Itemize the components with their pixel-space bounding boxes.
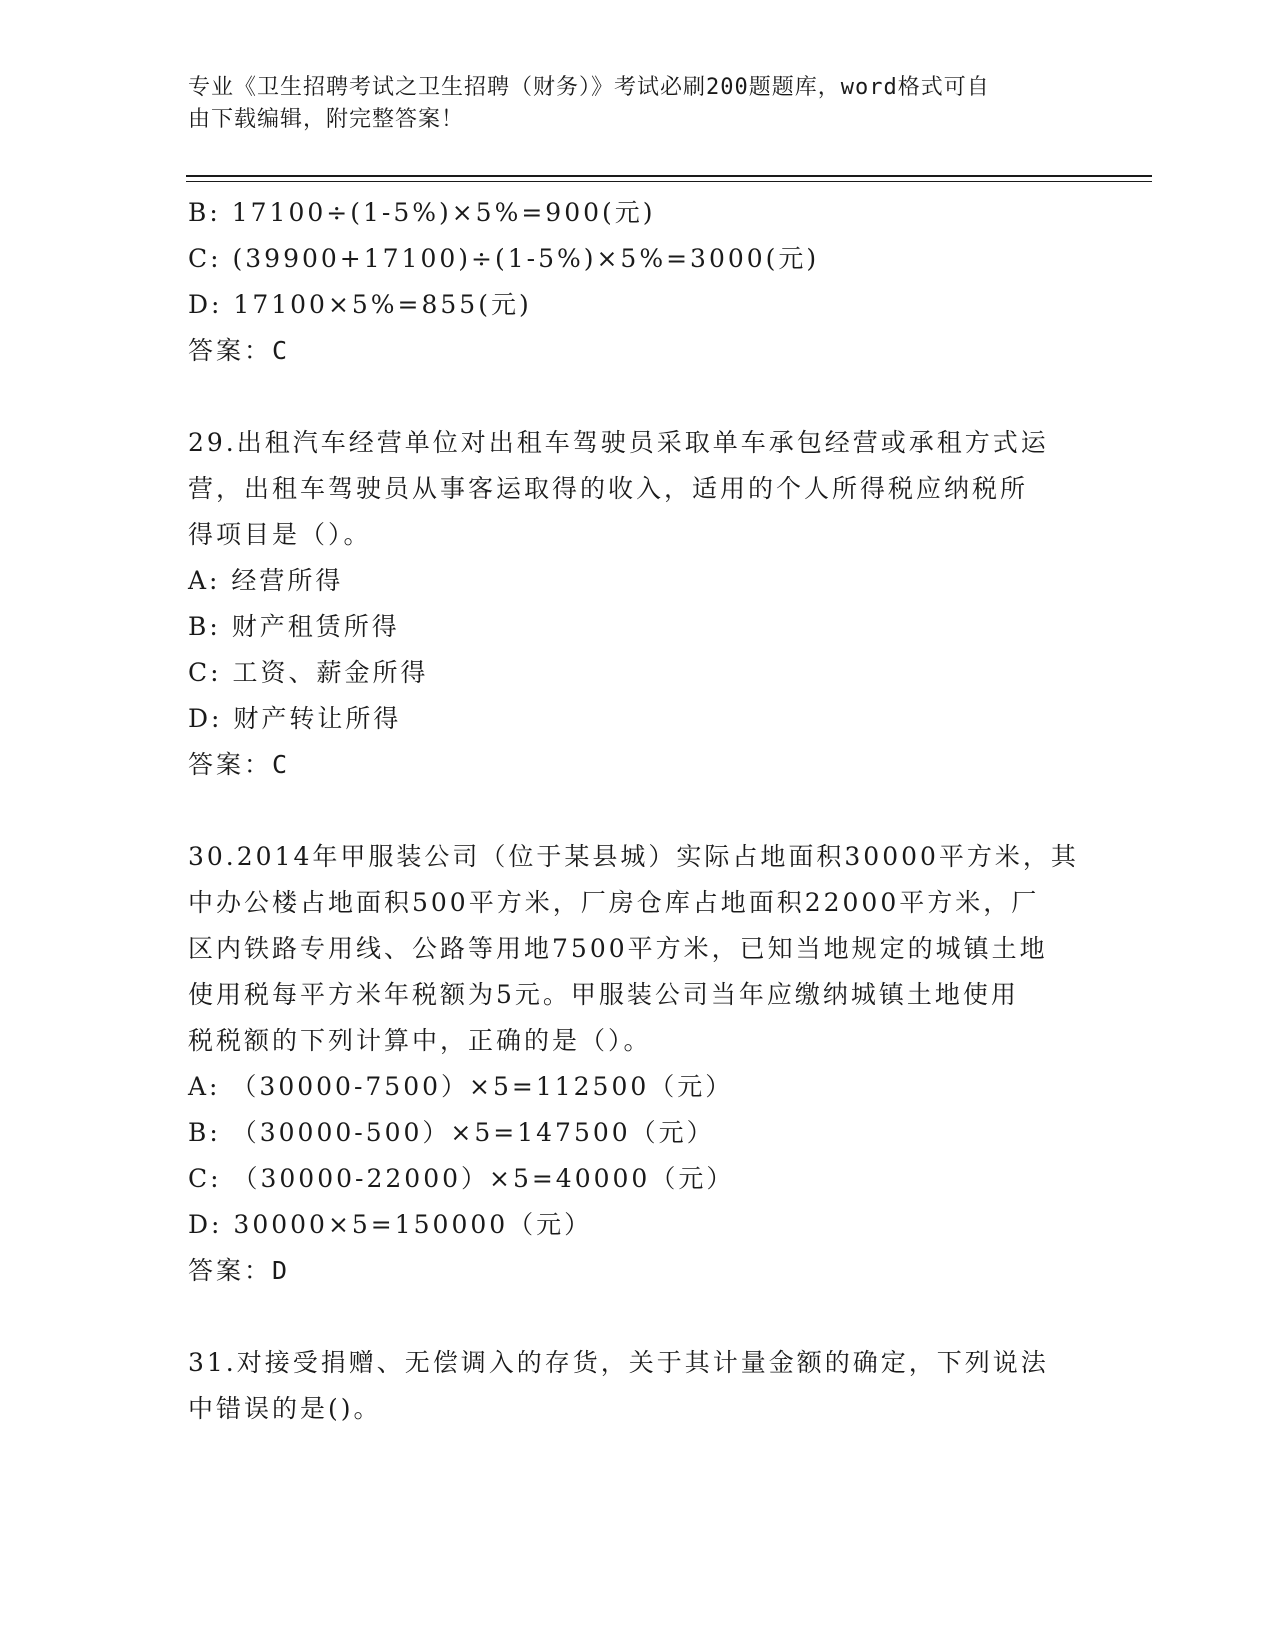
q30-stem-line-5: 税税额的下列计算中，正确的是（）。 [188, 1026, 652, 1055]
document-header [188, 72, 1068, 136]
q30-option-c: C: （30000-22000）×5=40000（元） [188, 1164, 735, 1193]
q29-stem-line-2: 营，出租车驾驶员从事客运取得的收入，适用的个人所得税应纳税所 [188, 474, 1029, 503]
spacer [188, 788, 1088, 834]
question-content [188, 190, 1088, 1432]
q31-stem-line-2: 中错误的是()。 [188, 1394, 382, 1423]
q29-answer: 答案：C [188, 750, 291, 779]
q29-stem-line-3: 得项目是（）。 [188, 520, 372, 549]
q30-stem-line-3: 区内铁路专用线、公路等用地7500平方米，已知当地规定的城镇土地 [188, 934, 1048, 963]
spacer [188, 1294, 1088, 1340]
header-divider-thick [186, 175, 1152, 177]
header-line-1: 专业《卫生招聘考试之卫生招聘（财务）》考试必刷200题题库，word格式可自 [188, 75, 990, 100]
header-divider-thin [186, 181, 1152, 182]
q30-option-d: D: 30000×5=150000（元） [188, 1210, 593, 1239]
question-31 [188, 1340, 1088, 1432]
q29-option-c: C: 工资、薪金所得 [188, 658, 429, 687]
q28-option-d: D: 17100×5%=855(元) [188, 290, 532, 319]
question-30 [188, 834, 1088, 1294]
q28-answer: 答案：C [188, 336, 291, 365]
q30-option-a: A: （30000-7500）×5=112500（元） [188, 1072, 734, 1101]
q28-option-b: B: 17100÷(1-5%)×5%=900(元) [188, 198, 656, 227]
q29-option-d: D: 财产转让所得 [188, 704, 402, 733]
q30-stem-line-1: 30.2014年甲服装公司（位于某县城）实际占地面积30000平方米，其 [188, 842, 1079, 871]
spacer [188, 374, 1088, 420]
q30-answer: 答案：D [188, 1256, 291, 1285]
header-line-2: 由下载编辑，附完整答案！ [188, 107, 465, 132]
q29-stem-line-1: 29.出租汽车经营单位对出租车驾驶员采取单车承包经营或承租方式运 [188, 428, 1049, 457]
q30-option-b: B: （30000-500）×5=147500（元） [188, 1118, 715, 1147]
q29-option-b: B: 财产租赁所得 [188, 612, 400, 641]
q29-option-a: A: 经营所得 [188, 566, 344, 595]
q31-stem-line-1: 31.对接受捐赠、无偿调入的存货，关于其计量金额的确定，下列说法 [188, 1348, 1049, 1377]
q28-option-c: C: (39900+17100)÷(1-5%)×5%=3000(元) [188, 244, 820, 273]
question-29 [188, 420, 1088, 788]
q30-stem-line-2: 中办公楼占地面积500平方米，厂房仓库占地面积22000平方米，厂 [188, 888, 1040, 917]
q30-stem-line-4: 使用税每平方米年税额为5元。甲服装公司当年应缴纳城镇土地使用 [188, 980, 1019, 1009]
question-28 [188, 190, 1088, 374]
